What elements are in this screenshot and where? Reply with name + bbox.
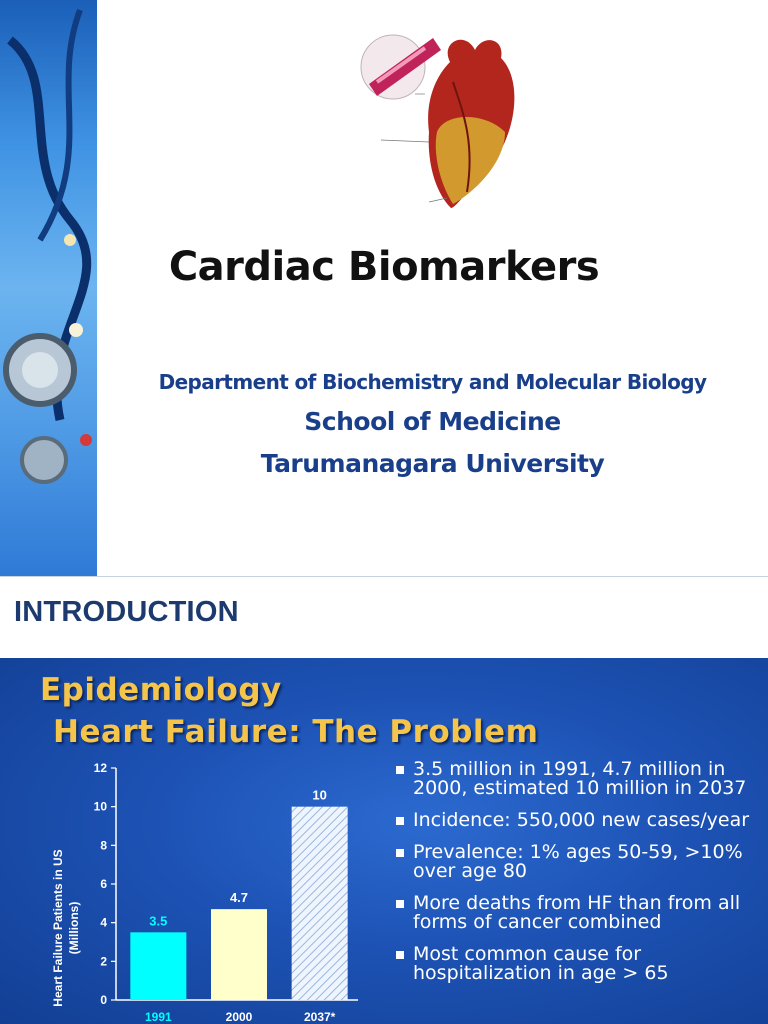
bullet-square-icon bbox=[396, 817, 404, 825]
bar-1991 bbox=[130, 932, 186, 1000]
bullet-square-icon bbox=[396, 766, 404, 774]
bullet-square-icon bbox=[396, 849, 404, 857]
bar-value-label: 4.7 bbox=[229, 890, 249, 906]
heart-illustration bbox=[355, 22, 525, 214]
slide2-title-line2: Heart Failure: The Problem bbox=[53, 714, 539, 750]
bar-2037 bbox=[292, 807, 348, 1000]
university-name: Tarumanagara University bbox=[260, 449, 605, 478]
bar-value-label: 3.5 bbox=[149, 913, 168, 929]
epidemiology-slide bbox=[0, 658, 768, 1024]
bullet-square-icon bbox=[396, 900, 404, 908]
heart-failure-bar-chart bbox=[48, 758, 368, 1024]
school-name: School of Medicine bbox=[304, 407, 561, 436]
slide-title: Cardiac Biomarkers bbox=[168, 244, 600, 290]
fact-item: More deaths from HF than from all forms of cancer combined bbox=[396, 894, 768, 932]
y-axis-unit-label: (Millions) bbox=[67, 901, 81, 955]
bullet-square-icon bbox=[396, 951, 404, 959]
fact-item: Incidence: 550,000 new cases/year bbox=[396, 811, 768, 830]
bar-value-label: 10 bbox=[312, 787, 327, 803]
fact-item: Most common cause for hospitalization in age > 65 bbox=[396, 945, 768, 983]
bar-2000 bbox=[211, 909, 267, 1000]
x-tick-label: 2037* bbox=[303, 1010, 336, 1024]
y-tick-label: 0 bbox=[100, 993, 107, 1007]
x-tick-label: 1991 bbox=[144, 1010, 172, 1024]
x-tick-label: 2000 bbox=[225, 1010, 253, 1024]
fact-list bbox=[396, 760, 768, 996]
y-tick-label: 12 bbox=[93, 761, 107, 775]
section-heading: INTRODUCTION bbox=[14, 596, 239, 628]
fact-item: 3.5 million in 1991, 4.7 million in 2000, estimated 10 million in 2037 bbox=[396, 760, 768, 798]
fact-item: Prevalence: 1% ages 50-59, >10% over age 80 bbox=[396, 843, 768, 881]
y-tick-label: 4 bbox=[100, 915, 107, 930]
y-tick-label: 6 bbox=[100, 877, 107, 891]
slide2-title-line1: Epidemiology bbox=[40, 672, 282, 708]
department-name: Department of Biochemistry and Molecular Biology bbox=[158, 370, 707, 394]
y-tick-label: 10 bbox=[93, 799, 107, 814]
y-tick-label: 2 bbox=[100, 954, 107, 969]
y-axis-label: Heart Failure Patients in US bbox=[51, 849, 65, 1007]
y-tick-label: 8 bbox=[100, 838, 107, 853]
